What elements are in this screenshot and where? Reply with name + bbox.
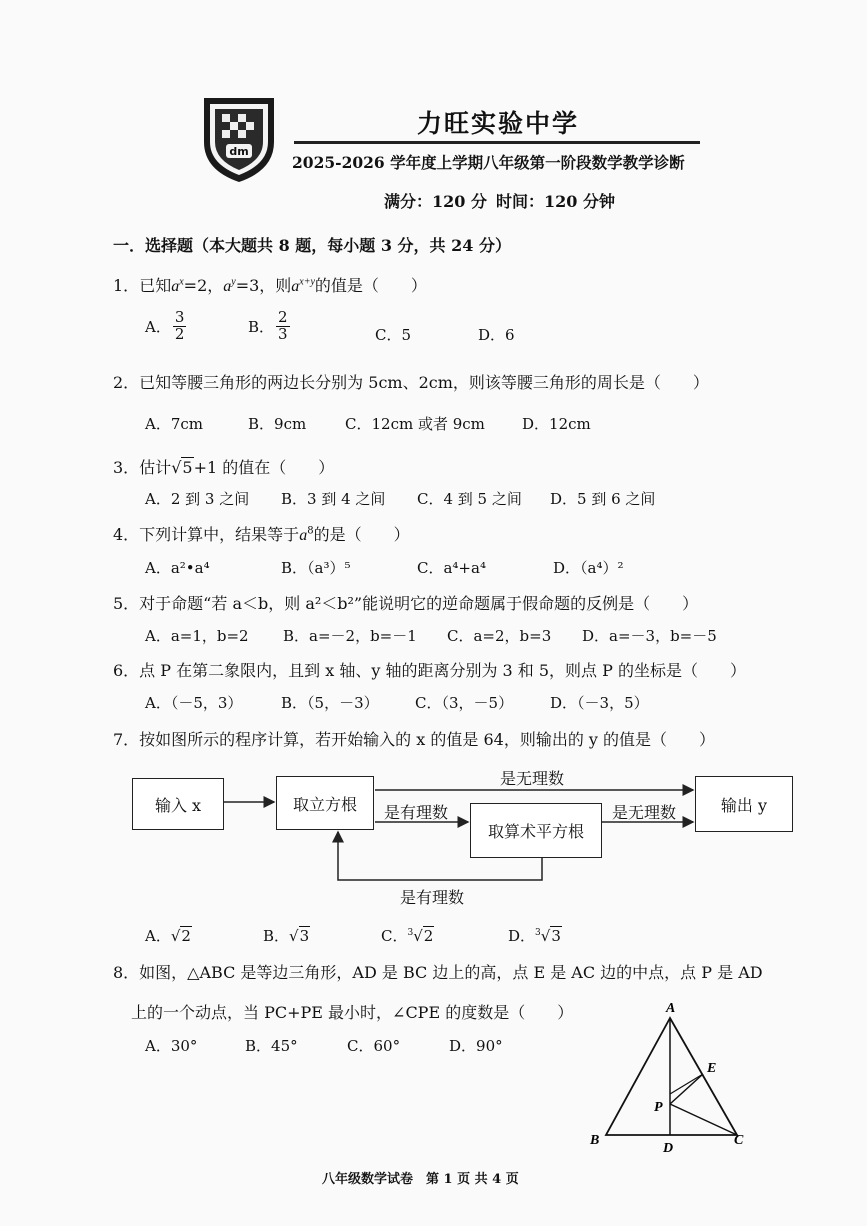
label-b: B: [590, 1133, 600, 1148]
q1-option-d[interactable]: D．6: [478, 326, 515, 344]
page-footer: 八年级数学试卷 第 1 页 共 4 页: [322, 1172, 519, 1187]
q7-option-b[interactable]: B．√3: [263, 927, 310, 945]
triangle-abc: [606, 1018, 737, 1135]
label-p: P: [654, 1100, 663, 1115]
label-irrational-top: 是无理数: [500, 769, 565, 788]
q6-option-b[interactable]: B．（5，－3）: [281, 694, 379, 712]
q7-option-a[interactable]: A．√2: [145, 927, 191, 945]
output-box: 输出 y: [695, 776, 793, 832]
q8-option-c[interactable]: C．60°: [347, 1037, 401, 1055]
segment-pc: [670, 1104, 737, 1135]
school-name: 力旺实验中学: [417, 109, 580, 138]
q2-option-d[interactable]: D．12cm: [522, 415, 591, 433]
question-1: 1．已知$a^x=2$，$a^y=3$，则$a^{x+y}$的值是（ ）: [113, 276, 427, 295]
q5-option-a[interactable]: A．a=1，b=2: [145, 627, 249, 645]
label-c: C: [734, 1133, 744, 1148]
svg-text:dm: dm: [229, 145, 249, 158]
section-title: 一．选择题（本大题共 8 题，每小题 3 分，共 24 分）: [113, 236, 511, 255]
question-8-line-1: 8．如图，△ABC 是等边三角形，AD 是 BC 边上的高，点 E 是 AC 边的中点，点 P 是 AD: [113, 963, 763, 982]
q7-option-c[interactable]: C．$^3$√2: [381, 927, 434, 945]
q8-option-d[interactable]: D．90°: [449, 1037, 503, 1055]
question-4: 4．下列计算中，结果等于$a^8$的是（ ）: [113, 525, 410, 544]
question-3: 3．估计√5+1 的值在（ ）: [113, 458, 335, 477]
q5-option-c[interactable]: C．a=2，b=3: [447, 627, 552, 645]
question-8-line-2: 上的一个动点，当 PC+PE 最小时，∠CPE 的度数是（ ）: [131, 1003, 574, 1022]
exam-subtitle: 2025-2026 学年度上学期八年级第一阶段数学教学诊断: [292, 153, 685, 172]
q1-option-a[interactable]: A． $\frac{3}{2}$: [145, 308, 185, 343]
q6-option-d[interactable]: D．（－3，5）: [550, 694, 649, 712]
full-score: 满分：120 分: [384, 192, 487, 211]
q3-option-a[interactable]: A．2 到 3 之间: [145, 490, 250, 508]
q6-option-c[interactable]: C．（3，－5）: [415, 694, 514, 712]
segment-pe: [670, 1074, 703, 1104]
q1-option-b[interactable]: B． $\frac{2}{3}$: [248, 308, 288, 343]
input-box: 输入 x: [132, 778, 224, 830]
q4-option-b[interactable]: B．（a³）⁵: [281, 559, 351, 577]
question-7: 7．按如图所示的程序计算，若开始输入的 x 的值是 64，则输出的 y 的值是（ ）: [113, 730, 716, 749]
label-rational-mid: 是有理数: [384, 803, 449, 822]
exam-time: 时间：120 分钟: [496, 192, 615, 211]
q2-option-a[interactable]: A．7cm: [145, 415, 204, 433]
q7-option-d[interactable]: D．$^3$√3: [508, 927, 561, 945]
q3-option-c[interactable]: C．4 到 5 之间: [417, 490, 522, 508]
q3-option-b[interactable]: B．3 到 4 之间: [281, 490, 386, 508]
q2-option-b[interactable]: B．9cm: [248, 415, 307, 433]
q6-option-a[interactable]: A．（－5，3）: [145, 694, 243, 712]
q1-option-c[interactable]: C．5: [375, 326, 412, 344]
q5-option-d[interactable]: D．a=－3，b=－5: [582, 627, 717, 645]
label-irrational-mid: 是无理数: [612, 803, 677, 822]
label-a: A: [666, 1001, 676, 1016]
q8-option-a[interactable]: A．30°: [145, 1037, 198, 1055]
q4-option-d[interactable]: D．（a⁴）²: [553, 559, 624, 577]
q8-option-b[interactable]: B．45°: [245, 1037, 298, 1055]
q2-option-c[interactable]: C．12cm 或者 9cm: [345, 415, 485, 433]
label-e: E: [707, 1061, 717, 1076]
label-rational-bottom: 是有理数: [400, 888, 465, 907]
cube-root-box: 取立方根: [276, 776, 374, 830]
q4-option-a[interactable]: A．a²•a⁴: [145, 559, 210, 577]
sqrt-box: 取算术平方根: [470, 803, 602, 858]
q4-option-c[interactable]: C．a⁴+a⁴: [417, 559, 486, 577]
q5-option-b[interactable]: B．a=－2，b=－1: [283, 627, 417, 645]
question-6: 6．点 P 在第二象限内，且到 x 轴、y 轴的距离分别为 3 和 5，则点 P 的坐标是（ ）: [113, 661, 746, 680]
q3-option-d[interactable]: D．5 到 6 之间: [550, 490, 656, 508]
triangle-figure: [580, 1001, 760, 1160]
label-d: D: [663, 1141, 674, 1156]
question-5: 5．对于命题“若 a＜b，则 a²＜b²”能说明它的逆命题属于假命题的反例是（ ）: [113, 594, 699, 613]
question-2: 2．已知等腰三角形的两边长分别为 5cm、2cm，则该等腰三角形的周长是（ ）: [113, 373, 709, 392]
